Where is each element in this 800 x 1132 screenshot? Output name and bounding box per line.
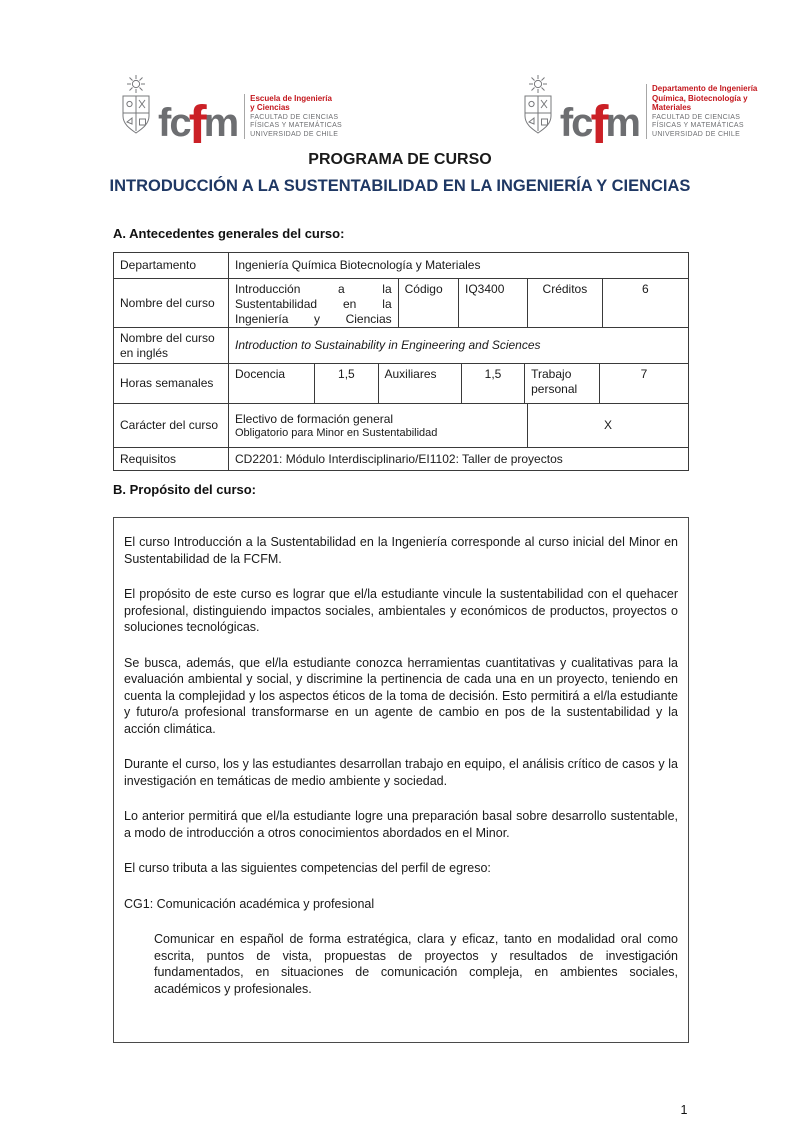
fcfm-wordmark	[158, 94, 238, 155]
table-row-horas	[114, 364, 689, 404]
table-row-nombre-ingles	[114, 328, 689, 364]
cell-codigo-value: IQ3400	[459, 279, 528, 327]
cell-requisitos-label: Requisitos	[114, 448, 229, 470]
purpose-paragraph-cg1: CG1: Comunicación académica y profesional	[124, 896, 375, 911]
section-a-heading: A. Antecedentes generales del curso:	[113, 226, 345, 241]
caracter-line2: Obligatorio para Minor en Sustentabilidad	[235, 426, 438, 439]
cell-departamento-value: Ingeniería Química Biotecnología y Materiales	[229, 253, 689, 278]
table-row-requisitos	[114, 448, 689, 471]
fcfm-wordmark	[559, 94, 639, 155]
cell-codigo-label: Código	[399, 279, 459, 327]
cell-docencia-value: 1,5	[315, 364, 378, 403]
cell-trabajo-label: Trabajo personal	[525, 364, 600, 403]
logo-text-block	[646, 84, 758, 139]
section-b-heading: B. Propósito del curso:	[113, 482, 257, 497]
purpose-paragraph: El propósito de este curso es lograr que el/la estudiante vincule la sustentabilidad con el quehacer profesional, distinguiendo impactos sociales, ambientales y económicos de productos, proyectos o soluciones tecnológicas.	[124, 587, 678, 634]
cell-nombre-ingles-label: Nombre del curso en inglés	[114, 328, 229, 363]
uchile-shield-icon	[520, 74, 556, 140]
purpose-paragraph: Se busca, además, que el/la estudiante conozca herramientas cuantitativas y cualitativas para la evaluación ambiental y social, y discrimine la pertinencia de cada una en un proyecto, teniendo en cuenta la complejidad y los aspectos éticos de la toma de decisión. Esto permitirá a el/la estudiante y futuro/a profesional transformarse en un agente de cambio en pos de la sustentabilidad y la acción climática.	[124, 655, 678, 736]
page-number: 1	[680, 1103, 688, 1117]
course-info-table	[113, 252, 689, 471]
table-row-nombre	[114, 279, 689, 328]
cell-requisitos-value: CD2201: Módulo Interdisciplinario/EI1102: Taller de proyectos	[229, 448, 689, 470]
purpose-paragraph: El curso tributa a las siguientes competencias del perfil de egreso:	[124, 861, 491, 875]
doc-subtitle: INTRODUCCIÓN A LA SUSTENTABILIDAD EN LA INGENIERÍA Y CIENCIAS	[109, 177, 691, 195]
cell-caracter-mark: X	[528, 404, 689, 447]
cell-nombre-label: Nombre del curso	[114, 279, 229, 327]
wordmark-letters: m	[605, 100, 639, 145]
cell-departamento-label: Departamento	[114, 253, 229, 278]
header-logos	[118, 74, 758, 155]
table-row-caracter	[114, 404, 689, 448]
purpose-paragraph: Lo anterior permitirá que el/la estudiante logre una preparación basal sobre desarrollo sustentable, a modo de introducción a otros conocimientos abordados en el Minor.	[124, 809, 678, 840]
purpose-paragraph: Durante el curso, los y las estudiantes desarrollan trabajo en equipo, el análisis crítico de casos y la investigación en temáticas de medio ambiente y sociedad.	[124, 757, 678, 788]
cell-trabajo-value: 7	[600, 364, 689, 403]
cell-horas-label: Horas semanales	[114, 364, 229, 403]
cell-creditos-value: 6	[603, 279, 689, 327]
wordmark-red-letter: f	[590, 94, 607, 155]
uchile-shield-icon	[118, 74, 154, 140]
logo-faculty-name: FACULTAD DE CIENCIAS FÍSICAS Y MATEMÁTICAS UNIVERSIDAD DE CHILE	[652, 113, 744, 138]
fcfm-logo-department	[520, 74, 758, 155]
cell-auxiliares-value: 1,5	[462, 364, 525, 403]
fcfm-logo-school	[118, 74, 356, 155]
cell-nombre-ingles-value: Introduction to Sustainability in Engineering and Sciences	[229, 328, 689, 363]
wordmark-letters: m	[203, 100, 238, 145]
cell-docencia-label: Docencia	[229, 364, 315, 403]
purpose-paragraph: El curso Introducción a la Sustentabilidad en la Ingeniería corresponde al curso inicial del Minor en Sustentabilidad de la FCFM.	[124, 535, 678, 566]
cell-caracter-label: Carácter del curso	[114, 404, 229, 447]
cell-creditos-label: Créditos	[528, 279, 603, 327]
purpose-paragraph: Comunicar en español de forma estratégica, clara y eficaz, tanto en modalidad oral como escrita, puntos de vista, propuestas de proyectos y resultados de investigación fundamentados, en situaciones de comunicación compleja, en ambientes sociales, académicos y profesionales.	[154, 932, 678, 996]
wordmark-red-letter: f	[188, 94, 205, 155]
wordmark-letters: fc	[559, 100, 592, 145]
logo-unit-name: Departamento de Ingeniería Química, Biotecnología y Materiales	[652, 84, 758, 112]
cell-caracter-value	[229, 404, 528, 447]
caracter-line1: Electivo de formación general	[235, 411, 394, 426]
table-row-departamento	[114, 253, 689, 279]
purpose-box	[113, 517, 689, 1043]
cell-auxiliares-label: Auxiliares	[379, 364, 462, 403]
logo-unit-name: Escuela de Ingeniería y Ciencias	[250, 93, 332, 112]
cell-nombre-value: Introducción a la Sustentabilidad en la Ingeniería y Ciencias	[229, 279, 399, 327]
logo-text-block	[244, 94, 356, 140]
wordmark-letters: fc	[158, 100, 190, 145]
doc-title: PROGRAMA DE CURSO	[308, 151, 492, 168]
logo-faculty-name: FACULTAD DE CIENCIAS FÍSICAS Y MATEMÁTICAS UNIVERSIDAD DE CHILE	[250, 113, 343, 138]
